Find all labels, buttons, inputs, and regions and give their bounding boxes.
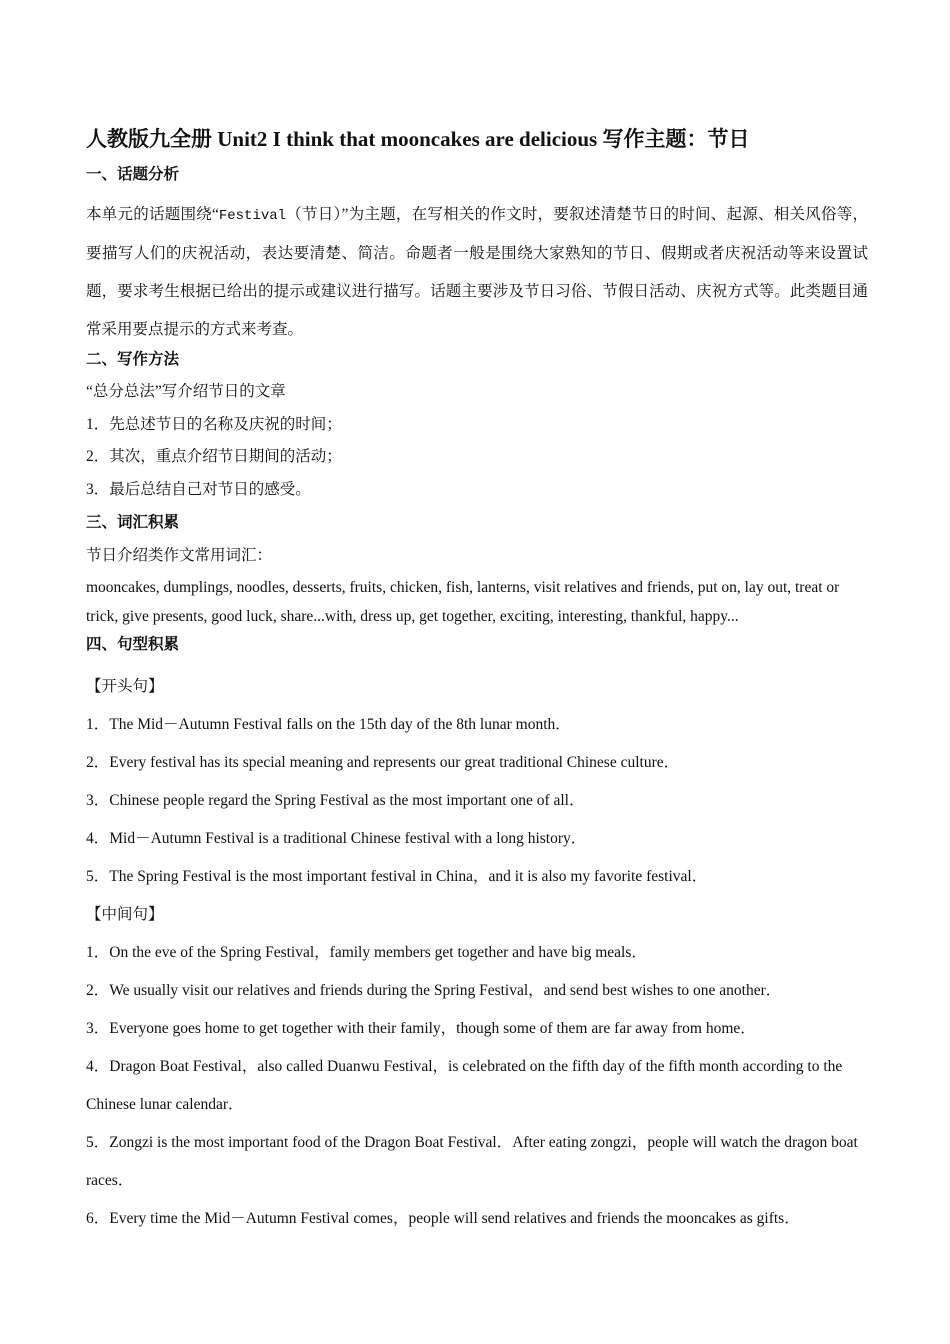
vocabulary-intro: 节日介绍类作文常用词汇： bbox=[86, 547, 273, 564]
middle-sentence: 6．Every time the Mid－Autumn Festival comes，people will send relatives and friends the mooncakes as gifts． bbox=[86, 1210, 800, 1227]
writing-method-item: 1．先总述节日的名称及庆祝的时间； bbox=[86, 416, 342, 433]
section-heading-sentences: 四、句型积累 bbox=[86, 636, 180, 653]
opening-sentence: 2．Every festival has its special meaning and represents our great traditional Chinese culture． bbox=[86, 754, 680, 771]
writing-method-item: 3．最后总结自己对节日的感受。 bbox=[86, 481, 311, 498]
opening-sentence: 3．Chinese people regard the Spring Festival as the most important one of all． bbox=[86, 792, 585, 809]
middle-sentence: 1．On the eve of the Spring Festival，family members get together and have big meals． bbox=[86, 944, 647, 961]
vocabulary-list: mooncakes, dumplings, noodles, desserts, fruits, chicken, fish, lanterns, visit relatives and friends, put on, lay out, treat or trick, give presents, good luck, share...with, dress up, get together, exciting, interesting, thankful, happy... bbox=[86, 579, 840, 625]
document-title: 人教版九全册 Unit2 I think that mooncakes are delicious 写作主题：节日 bbox=[86, 127, 750, 151]
opening-sentences-label: 【开头句】 bbox=[86, 678, 164, 695]
opening-sentence: 5．The Spring Festival is the most important festival in China，and it is also my favorite festival． bbox=[86, 868, 708, 885]
middle-sentence: 2．We usually visit our relatives and friends during the Spring Festival，and send best wishes to one another． bbox=[86, 982, 782, 999]
section-heading-writing-method: 二、写作方法 bbox=[86, 351, 180, 368]
writing-method-item: 2．其次，重点介绍节日期间的活动； bbox=[86, 448, 342, 465]
middle-sentence: 3．Everyone goes home to get together with their family，though some of them are far away from home． bbox=[86, 1020, 756, 1037]
opening-sentence: 1．The Mid－Autumn Festival falls on the 15th day of the 8th lunar month． bbox=[86, 716, 571, 733]
opening-sentence: 4．Mid－Autumn Festival is a traditional Chinese festival with a long history． bbox=[86, 830, 587, 847]
section-heading-vocabulary: 三、词汇积累 bbox=[86, 514, 180, 531]
middle-sentences-label: 【中间句】 bbox=[86, 906, 164, 923]
section-heading-topic-analysis: 一、话题分析 bbox=[86, 166, 180, 183]
middle-sentence: 5．Zongzi is the most important food of the Dragon Boat Festival．After eating zongzi，people will watch the dragon boat races． bbox=[86, 1134, 858, 1189]
middle-sentence: 4．Dragon Boat Festival，also called Duanwu Festival，is celebrated on the fifth day of the fifth month according to the Chinese lunar calendar． bbox=[86, 1058, 843, 1113]
writing-method-intro: “总分总法”写介绍节日的文章 bbox=[86, 383, 286, 400]
topic-analysis-paragraph: 本单元的话题围绕“Festival（节日）”为主题，在写相关的作文时，要叙述清楚节日的时间、起源、相关风俗等，要描写人们的庆祝活动，表达要清楚、简洁。命题者一般是围绕大家熟知的节日、假期或者庆祝活动等来设置试题，要求考生根据已给出的提示或建议进行描写。话题主要涉及节日习俗、节假日活动、庆祝方式等。此类题目通常采用要点提示的方式来考查。 bbox=[86, 206, 868, 338]
